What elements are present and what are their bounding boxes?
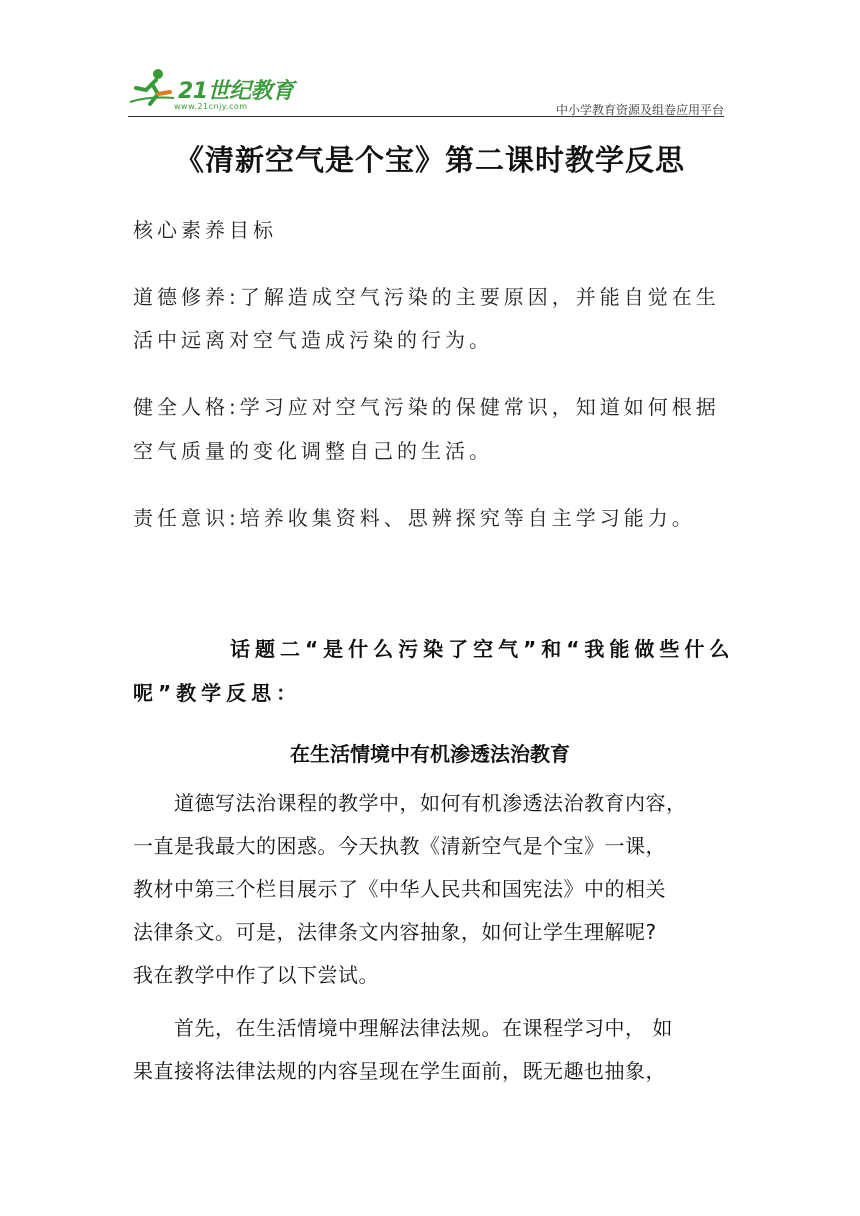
platform-label: 中小学教育资源及组卷应用平台 bbox=[555, 103, 724, 117]
document-title: 《清新空气是个宝》第二课时教学反思 bbox=[174, 143, 685, 177]
logo bbox=[128, 66, 298, 114]
logo-text: 21世纪教育 bbox=[178, 79, 294, 104]
header-divider bbox=[128, 116, 724, 117]
body-line: 教材中第三个栏目展示了《中华人民共和国宪法》中的相关 bbox=[133, 877, 666, 901]
body-line: 法律条文。可是，法律条文内容抽象，如何让学生理解呢? bbox=[133, 920, 657, 944]
section-title: 在生活情境中有机渗透法治教育 bbox=[290, 742, 570, 766]
body-line: 首先，在生活情境中理解法律法规。在课程学习中， 如 bbox=[133, 1016, 673, 1040]
goal-line: 健全人格:学习应对空气污染的保健常识，知道如何根据 bbox=[133, 395, 720, 419]
goal-line: 空气质量的变化调整自己的生活。 bbox=[133, 439, 493, 463]
logo-url: www.21cnjy.com bbox=[174, 102, 248, 111]
body-line: 一直是我最大的困惑。今天执教《清新空气是个宝》一课， bbox=[133, 834, 666, 858]
goal-line: 道德修养:了解造成空气污染的主要原因，并能自觉在生 bbox=[133, 285, 720, 309]
body-line: 果直接将法律法规的内容呈现在学生面前，既无趣也抽象， bbox=[133, 1059, 666, 1083]
topic-heading-line-2: 呢”教学反思： bbox=[133, 681, 302, 705]
body-line: 道德写法治课程的教学中，如何有机渗透法治教育内容， bbox=[133, 791, 687, 815]
goal-line: 活中远离对空气造成污染的行为。 bbox=[133, 328, 493, 352]
page-header bbox=[128, 66, 724, 118]
topic-heading-line-1: 话题二“是什么污染了空气”和“我能做些什么 bbox=[230, 637, 735, 661]
runner-icon bbox=[128, 68, 176, 108]
goal-line: 责任意识:培养收集资料、思辨探究等自主学习能力。 bbox=[133, 506, 696, 530]
body-line: 我在教学中作了以下尝试。 bbox=[133, 963, 379, 987]
goals-heading: 核心素养目标 bbox=[133, 218, 277, 242]
